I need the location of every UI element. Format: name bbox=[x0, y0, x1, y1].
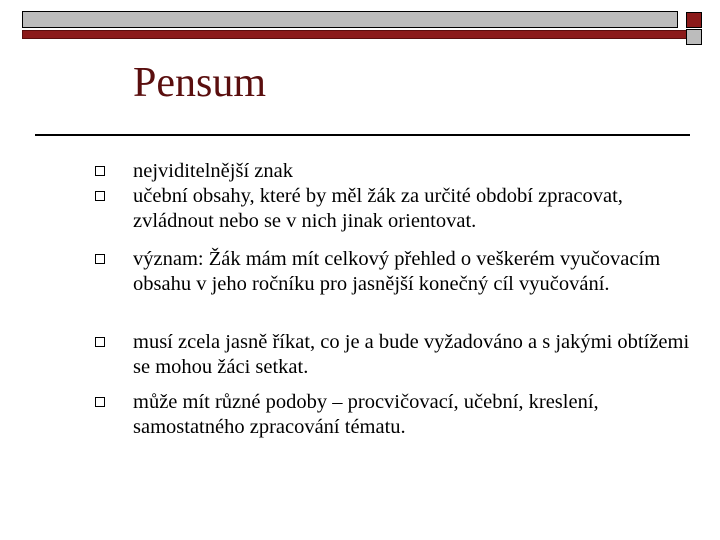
bullet-text: může mít různé podoby – procvičovací, učební, kreslení, samostatného zpracování tématu. bbox=[133, 391, 599, 438]
square-bullet-icon bbox=[95, 166, 105, 176]
square-bullet-icon bbox=[95, 191, 105, 201]
bullet-text: význam: Žák mám mít celkový přehled o veškerém vyučovacím obsahu v jeho ročníku pro jasnější konečný cíl vyučování. bbox=[133, 248, 661, 295]
slide-title: Pensum bbox=[133, 60, 267, 106]
square-bullet-icon bbox=[95, 337, 105, 347]
bullet-text: nejviditelnější znak bbox=[133, 160, 293, 182]
bullet-text: učební obsahy, které by měl žák za určité období zpracovat, zvládnout nebo se v nich jinak orientovat. bbox=[133, 185, 623, 232]
square-bullet-icon bbox=[95, 254, 105, 264]
square-bullet-icon bbox=[95, 397, 105, 407]
bullet-text: musí zcela jasně říkat, co je a bude vyžadováno a s jakými obtížemi se mohou žáci setkat. bbox=[133, 331, 690, 378]
